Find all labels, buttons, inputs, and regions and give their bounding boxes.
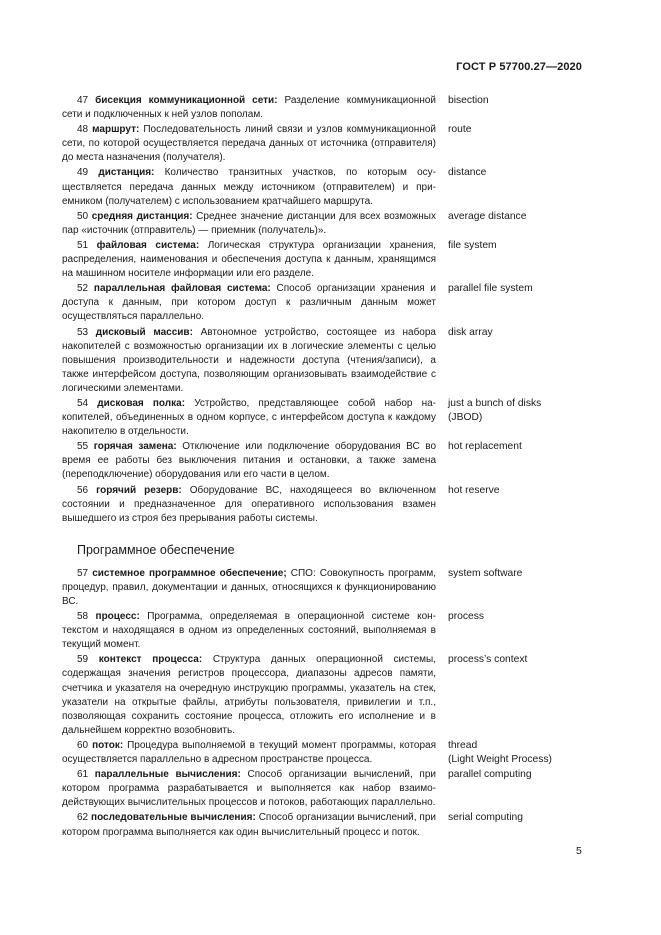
- english-term: [448, 811, 523, 825]
- term-description: Отключение или подключение оборудования ВС во время ее работы без выключения питания и остановки, а также замена (переподключение) оборудования или его части в целом.: [62, 441, 437, 481]
- english-term-line: file system: [448, 239, 497, 251]
- term-name: горячая замена:: [93, 441, 177, 453]
- term-definition: [62, 166, 436, 208]
- term-description: Последовательность линий связи и узлов коммуникационной сети, по которой осуществляется передача данных от источника (отправителя) до места назначения (получателя).: [62, 124, 436, 164]
- english-term-line: hot reserve: [448, 484, 500, 496]
- english-term: [448, 210, 526, 224]
- term-name: поток:: [92, 739, 124, 751]
- glossary-entry: [62, 768, 602, 810]
- glossary-content: [62, 94, 602, 841]
- term-number: 60: [77, 739, 89, 751]
- glossary-entry: [62, 326, 602, 396]
- english-term-abbrev: (JBOD): [448, 412, 483, 424]
- term-definition: [62, 94, 436, 122]
- english-term: [448, 326, 493, 340]
- term-description: Логическая структура организации хранения, распределения, наименования и обеспечения доступа к данным, хранящимся на машинном носителе информации или его разделе.: [62, 239, 437, 280]
- glossary-entry: [62, 440, 602, 482]
- term-name: бисекция коммуникационной сети:: [95, 95, 278, 106]
- term-definition: [62, 239, 436, 281]
- section-title: Программное обеспечение: [77, 542, 235, 557]
- english-term: [448, 123, 471, 137]
- english-term-line: system software: [448, 567, 523, 579]
- term-description: Способ организации вычислений, при котором программа разрабатывается и выполняется как набор взаимодействующих вычислительных процессов и потоков, работающих параллельно.: [62, 769, 436, 809]
- term-definition: [62, 440, 436, 482]
- term-definition: [62, 210, 436, 238]
- standard-header: ГОСТ Р 57700.27—2020: [456, 61, 582, 73]
- term-name: процесс:: [95, 611, 140, 623]
- glossary-list-software: [62, 567, 602, 840]
- glossary-entry: [62, 166, 602, 208]
- page-number: 5: [576, 845, 582, 857]
- term-number: 53: [77, 326, 89, 338]
- term-definition: [62, 811, 436, 839]
- term-definition: [62, 282, 436, 324]
- term-definition: [62, 653, 436, 738]
- glossary-entry: [62, 811, 602, 839]
- glossary-list-hardware: [62, 94, 602, 526]
- term-definition: [62, 326, 436, 396]
- english-term: [448, 282, 533, 296]
- term-description: Оборудование ВС, находящееся во включенном состоянии и предназначенное для оперативного использования взамен вышедшего из строя без прерывания работы системы.: [62, 484, 436, 524]
- term-name: параллельная файловая система:: [93, 283, 271, 295]
- glossary-entry: [62, 567, 602, 609]
- term-description: Среднее значение дистанции для всех возможных пар «источник (отправитель) — приемник (получатель)».: [62, 210, 436, 236]
- term-definition: [62, 768, 436, 810]
- english-term-line: hot replacement: [448, 441, 522, 453]
- term-definition: [62, 123, 436, 165]
- term-number: 57: [77, 567, 89, 579]
- english-term-line: process’s context: [448, 654, 528, 666]
- english-term-line: parallel file system: [448, 283, 533, 295]
- glossary-entry: [62, 397, 602, 439]
- term-number: 49: [77, 167, 89, 179]
- term-number: 52: [77, 283, 89, 295]
- glossary-entry: [62, 739, 602, 767]
- term-description: СПО: Совокупность программ, процедур, правил, документации и данных, относящихся к функционированию ВС.: [62, 567, 436, 607]
- glossary-entry: [62, 653, 602, 738]
- term-number: 47: [77, 95, 89, 106]
- english-term-line: disk array: [448, 326, 493, 338]
- term-description: Устройство, представляющее собой набор накопителей, объединенных в одном корпусе, с интерфейсом доступа к каждому накопителю в отдельности.: [62, 397, 437, 438]
- term-description: Программа, определяемая в операционной системе контекстом и находящаяся в одном из определенных состояний, выполняемая в текущий момент.: [62, 611, 437, 651]
- english-term: [448, 484, 500, 498]
- term-name: параллельные вычисления:: [94, 769, 241, 781]
- term-name: дисковый массив:: [95, 326, 193, 338]
- term-name: контекст процесса:: [98, 654, 203, 666]
- english-term-abbrev: (Light Weight Process): [448, 754, 552, 766]
- english-term-line: thread: [448, 739, 478, 751]
- english-term: [448, 768, 532, 782]
- english-term-line: distance: [448, 167, 487, 179]
- term-name: файловая система:: [96, 239, 200, 251]
- term-number: 59: [77, 654, 89, 666]
- english-term-line: route: [448, 124, 472, 136]
- term-number: 62: [77, 812, 89, 824]
- term-description: Способ организации хранения и доступа к данным, при котором доступ к различным данным может осуществляться параллельно.: [62, 283, 437, 323]
- glossary-entry: [62, 610, 602, 652]
- glossary-entry: [62, 484, 602, 526]
- english-term: [448, 166, 486, 180]
- term-number: 56: [77, 484, 89, 496]
- term-number: 61: [77, 769, 89, 781]
- term-definition: [62, 610, 436, 652]
- english-term-line: bisection: [448, 95, 489, 106]
- english-term: [448, 440, 522, 454]
- english-term-line: process: [448, 611, 485, 623]
- english-term: [448, 567, 522, 581]
- term-number: 54: [77, 397, 89, 409]
- english-term: [448, 239, 497, 253]
- english-term: [448, 739, 552, 767]
- english-term: [448, 94, 489, 108]
- term-name: дистанция:: [98, 167, 155, 179]
- english-term: [448, 653, 527, 667]
- glossary-entry: [62, 123, 602, 165]
- glossary-entry: [62, 94, 602, 122]
- term-number: 55: [77, 441, 89, 453]
- term-definition: [62, 567, 436, 609]
- glossary-entry: [62, 210, 602, 238]
- term-definition: [62, 739, 436, 767]
- term-number: 50: [77, 210, 89, 222]
- term-name: маршрут:: [92, 124, 140, 136]
- term-name: средняя дистанция:: [91, 210, 193, 222]
- term-description: Процедура выполняемой в текущий момент программы, которая осуществляется параллельно в адресном пространстве процесса.: [62, 739, 437, 766]
- term-definition: [62, 484, 436, 526]
- term-description: Количество транзитных участков, по которым осуществляется передача данных между источником (отправителем) и приемником (получателем) с использованием кратчайшего маршрута.: [62, 167, 436, 207]
- term-name: последовательные вычисления:: [91, 812, 256, 824]
- term-definition: [62, 397, 436, 439]
- term-description: Разделение коммуникационной сети и подключенных к ней узлов пополам.: [62, 95, 437, 121]
- english-term-line: parallel computing: [448, 769, 532, 781]
- term-number: 58: [77, 611, 89, 623]
- english-term-line: just a bunch of disks: [448, 397, 542, 409]
- glossary-entry: [62, 239, 602, 281]
- term-name: системное программное обеспечение;: [92, 567, 287, 579]
- english-term-line: serial computing: [448, 812, 523, 824]
- english-term: [448, 397, 541, 425]
- english-term-line: average distance: [448, 210, 527, 222]
- english-term: [448, 610, 484, 624]
- glossary-entry: [62, 282, 602, 324]
- term-description: Автономное устройство, состоящее из набора накопителей с возможностью организации их в логические элементы с целью повышения производительности и надежности доступа (чтения/записи), а также интерфейсом доступа, позволяющим организовывать взаимодействие с логическими элементами.: [62, 326, 436, 394]
- term-description: Способ организации вычислений, при котором программа выполняется как один вычислительный процесс и поток.: [62, 812, 436, 838]
- term-name: горячий резерв:: [96, 484, 182, 496]
- term-description: Структура данных операционной системы, содержащая значения регистров процессора, диапазоны адресов памяти, счетчика и указателя на очередную инструкцию программы, указатель на стек, указатели на открытые файлы, атрибуты пользователя, привилегии и т.п., позволяющая сохранить состояние процесса, отложить его исполнение и в дальнейшем корректно возобновить.: [62, 654, 436, 736]
- term-number: 51: [77, 239, 89, 251]
- term-name: дисковая полка:: [97, 397, 186, 409]
- term-number: 48: [77, 124, 89, 136]
